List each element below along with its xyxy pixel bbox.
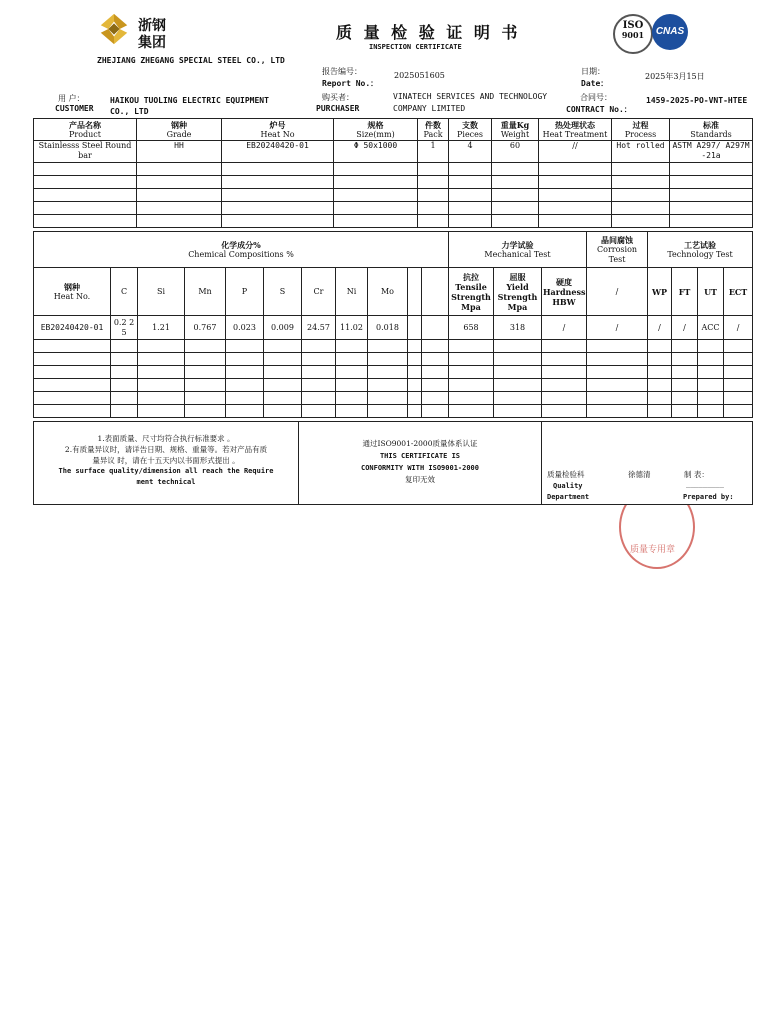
cell-product: Stainlesss Steel Round bar: [34, 141, 137, 163]
product-header-row: [34, 119, 753, 141]
header-process: 过程 Process: [612, 119, 670, 141]
test-group-header-row: [34, 232, 753, 268]
quality-stamp: [616, 505, 696, 569]
customer-label-cn: 用 户：: [58, 94, 85, 103]
page-subtitle: INSPECTION CERTIFICATE: [369, 43, 462, 51]
cell-hardness: /: [542, 316, 587, 340]
cnas-badge-label: CNAS: [655, 26, 685, 37]
page-title: 质 量 检 验 证 明 书: [336, 23, 521, 42]
header-product: 产品名称 Product: [34, 119, 137, 141]
prepared-by-en: Prepared by:: [683, 493, 734, 501]
header-standards: 标准 Standards: [670, 119, 753, 141]
cell-ut: ACC: [698, 316, 724, 340]
header-corrosion: /: [587, 268, 648, 316]
cell-blank-2: [422, 316, 449, 340]
note-3b: ment technical: [136, 478, 196, 486]
cnas-badge: [652, 14, 688, 50]
cell-blank-1: [408, 316, 422, 340]
header-si: Si: [138, 268, 185, 316]
contract-label-cn: 合同号：: [580, 93, 612, 102]
header-ect: ECT: [724, 268, 753, 316]
cell-weight: 60: [492, 141, 539, 163]
product-empty-row: [34, 189, 753, 202]
cell-c: 0.2 25: [111, 316, 138, 340]
product-empty-row: [34, 176, 753, 189]
header-grade: 钢种 Grade: [137, 119, 222, 141]
header-pieces: 支数 Pieces: [449, 119, 492, 141]
customer-name-2: CO., LTD: [110, 107, 149, 116]
header-mn: Mn: [185, 268, 226, 316]
quality-dept-en-2: Department: [547, 493, 590, 501]
header-tensile: 抗拉 Tensile Strength Mpa: [449, 268, 494, 316]
contract-value: 1459-2025-PO-VNT-HTEE: [646, 96, 748, 105]
cell-ft: /: [672, 316, 698, 340]
purchaser-label-cn: 购买者：: [322, 93, 354, 102]
stamp-circle: [619, 505, 695, 569]
copy-invalid: 复印无效: [405, 475, 435, 484]
iso-badge-label: ISO: [622, 20, 644, 31]
chem-group-header: 化学成分% Chemical Compositions %: [34, 232, 449, 268]
cell-size: Φ 50x1000: [334, 141, 418, 163]
date-label-cn: 日期：: [581, 67, 605, 76]
cell-mn: 0.767: [185, 316, 226, 340]
note-2a: 2.有质量异议时，请详告日期、规格、重量等。若对产品有质: [64, 445, 268, 454]
cell-heat-treatment: //: [539, 141, 612, 163]
cell-process: Hot rolled: [612, 141, 670, 163]
report-no-label-en: Report No.：: [322, 79, 379, 88]
iso-cert-cn: 通过ISO9001-2000质量体系认证: [362, 439, 478, 448]
test-data-row: [34, 316, 753, 340]
report-no-value: 2025051605: [394, 71, 445, 80]
footer-notes: [34, 422, 299, 504]
note-2b: 量异议 时，请在十五天内以书面形式提出 。: [92, 456, 240, 465]
note-1: 1.表面质量、尺寸均符合执行标准要求 。: [97, 434, 235, 443]
header-weight: 重量Kg Weight: [492, 119, 539, 141]
cell-ect: /: [724, 316, 753, 340]
product-row: [34, 141, 753, 163]
corr-group-header: 晶间腐蚀 Corrosion Test: [587, 232, 648, 268]
cell-cr: 24.57: [302, 316, 336, 340]
product-empty-row: [34, 163, 753, 176]
quality-dept-cn: 质量检验科: [547, 470, 585, 479]
header-yield: 屈服 Yield Strength Mpa: [494, 268, 542, 316]
purchaser-name-1: VINATECH SERVICES AND TECHNOLOGY: [393, 92, 548, 101]
quality-dept-en-1: Quality: [553, 482, 583, 490]
header-ni: Ni: [336, 268, 368, 316]
test-table: [33, 231, 753, 418]
header-pack: 件数 Pack: [418, 119, 449, 141]
note-3a: The surface quality/dimension all reach the Require: [58, 467, 274, 475]
header-hardness: 硬度 Hardness HBW: [542, 268, 587, 316]
footer-iso: [299, 422, 542, 504]
customer-name-1: HAIKOU TUOLING ELECTRIC EQUIPMENT: [110, 96, 269, 105]
iso-cert-en-1: THIS CERTIFICATE IS: [379, 452, 461, 460]
test-empty-row: [34, 392, 753, 405]
test-empty-row: [34, 366, 753, 379]
test-empty-row: [34, 340, 753, 353]
header-blank-1: [408, 268, 422, 316]
cell-p: 0.023: [226, 316, 264, 340]
purchaser-label-en: PURCHASER: [316, 104, 360, 113]
header-ft: FT: [672, 268, 698, 316]
cell-si: 1.21: [138, 316, 185, 340]
header-heat-no: 炉号 Heat No: [222, 119, 334, 141]
footer-box: [33, 421, 753, 505]
iso-badge-number: 9001: [621, 30, 645, 40]
purchaser-name-2: COMPANY LIMITED: [393, 104, 466, 113]
test-empty-row: [34, 353, 753, 366]
iso-cert-en-2: CONFORMITY WITH ISO9001-2000: [360, 464, 479, 472]
header-size: 规格 Size(mm): [334, 119, 418, 141]
cell-pieces: 4: [449, 141, 492, 163]
cell-tensile: 658: [449, 316, 494, 340]
product-empty-row: [34, 215, 753, 228]
cell-s: 0.009: [264, 316, 302, 340]
header-wp: WP: [648, 268, 672, 316]
header-p: P: [226, 268, 264, 316]
customer-label-en: CUSTOMER: [55, 104, 94, 113]
prepared-by-cn: 制 表：: [684, 470, 709, 479]
contract-label-en: CONTRACT No.：: [566, 105, 632, 114]
footer-signatures: [542, 422, 752, 504]
date-label-en: Date：: [581, 79, 609, 88]
product-table: [33, 118, 753, 228]
prepared-by-line: _________: [686, 480, 724, 488]
tech-group-header: 工艺试验 Technology Test: [648, 232, 753, 268]
header-ut: UT: [698, 268, 724, 316]
cell-pack: 1: [418, 141, 449, 163]
company-name-cn-2: 集团: [138, 35, 166, 51]
cell-ni: 11.02: [336, 316, 368, 340]
header-c: C: [111, 268, 138, 316]
company-name-en: ZHEJIANG ZHEGANG SPECIAL STEEL CO., LTD: [97, 56, 285, 65]
inspector-name: 徐德清: [628, 470, 651, 479]
cell-mo: 0.018: [368, 316, 408, 340]
iso-badge: [613, 14, 653, 54]
cell-grade: HH: [137, 141, 222, 163]
header-cr: Cr: [302, 268, 336, 316]
company-logo-icon: [97, 12, 131, 46]
cell-heat-no: EB20240420-01: [222, 141, 334, 163]
test-column-header-row: [34, 268, 753, 316]
product-empty-row: [34, 202, 753, 215]
cell-yield: 318: [494, 316, 542, 340]
report-no-label-cn: 报告编号：: [322, 67, 362, 76]
cell-wp: /: [648, 316, 672, 340]
company-logo: [97, 12, 133, 48]
test-empty-row: [34, 379, 753, 392]
header-heat: 钢种 Heat No.: [34, 268, 111, 316]
header-blank-2: [422, 268, 449, 316]
stamp-label: 质量专用章: [630, 545, 676, 555]
cell-standards: ASTM A297/ A297M-21a: [670, 141, 753, 163]
cell-corrosion: /: [587, 316, 648, 340]
header-heat-treatment: 热处理状态 Heat Treatment: [539, 119, 612, 141]
test-empty-row: [34, 405, 753, 418]
company-name-cn-1: 浙钢: [138, 18, 166, 34]
header-s: S: [264, 268, 302, 316]
header-mo: Mo: [368, 268, 408, 316]
mech-group-header: 力学试验 Mechanical Test: [449, 232, 587, 268]
date-value: 2025年3月15日: [645, 72, 705, 81]
cell-heat: EB20240420-01: [34, 316, 111, 340]
